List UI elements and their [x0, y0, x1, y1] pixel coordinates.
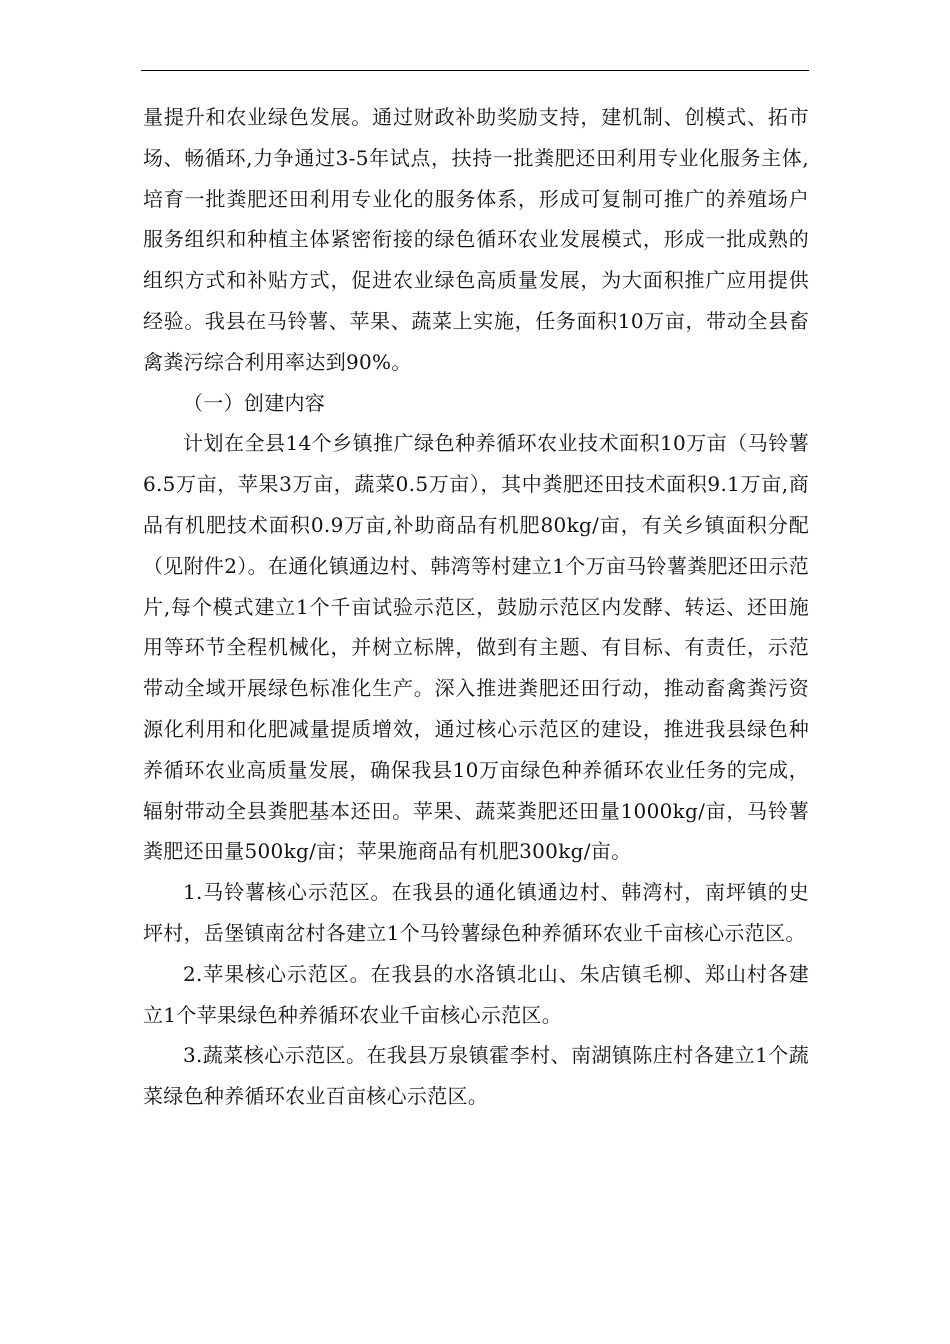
paragraph-plan: 计划在全县14个乡镇推广绿色种养循环农业技术面积10万亩（马铃薯6.5万亩，苹果3万亩，蔬菜0.5万亩），其中粪肥还田技术面积9.1万亩,商品有机肥技术面积0.9万亩,补助商品有机肥80kg/亩，有关乡镇面积分配（见附件2）。在通化镇通边村、韩湾等村建立1个万亩马铃薯粪肥还田示范片,每个模式建立1个千亩试验示范区，鼓励示范区内发酵、转运、还田施用等环节全程机械化，并树立标牌，做到有主题、有目标、有责任，示范带动全域开展绿色标准化生产。深入推进粪肥还田行动，推动畜禽粪污资源化利用和化肥减量提质增效，通过核心示范区的建设，推进我县绿色种养循环农业高质量发展，确保我县10万亩绿色种养循环农业任务的完成，辐射带动全县粪肥基本还田。苹果、蔬菜粪肥还田量1000kg/亩，马铃薯粪肥还田量500kg/亩；苹果施商品有机肥300kg/亩。	[143, 431, 809, 864]
document-body	[143, 97, 809, 1117]
paragraph-continuation: 量提升和农业绿色发展。通过财政补助奖励支持，建机制、创模式、拓市场、畅循环,力争通过3-5年试点，扶持一批粪肥还田利用专业化服务主体,培育一批粪肥还田利用专业化的服务体系，形成可复制可推广的养殖场户服务组织和种植主体紧密衔接的绿色循环农业发展模式，形成一批成熟的组织方式和补贴方式，促进农业绿色高质量发展，为大面积推广应用提供经验。我县在马铃薯、苹果、蔬菜上实施，任务面积10万亩，带动全县畜禽粪污综合利用率达到90%。	[143, 105, 809, 374]
header-rule	[141, 70, 809, 71]
paragraph-potato-demo-zone: 1.马铃薯核心示范区。在我县的通化镇通边村、韩湾村，南坪镇的史坪村，岳堡镇南岔村各建立1个马铃薯绿色种养循环农业千亩核心示范区。	[143, 880, 809, 945]
section-heading-creation-content: （一）创建内容	[183, 390, 326, 415]
paragraph-vegetable-demo-zone: 3.蔬菜核心示范区。在我县万泉镇霍李村、南湖镇陈庄村各建立1个蔬菜绿色种养循环农业百亩核心示范区。	[143, 1043, 809, 1109]
paragraph-apple-demo-zone: 2.苹果核心示范区。在我县的水洛镇北山、朱店镇毛柳、郑山村各建立1个苹果绿色种养循环农业千亩核心示范区。	[143, 961, 809, 1027]
